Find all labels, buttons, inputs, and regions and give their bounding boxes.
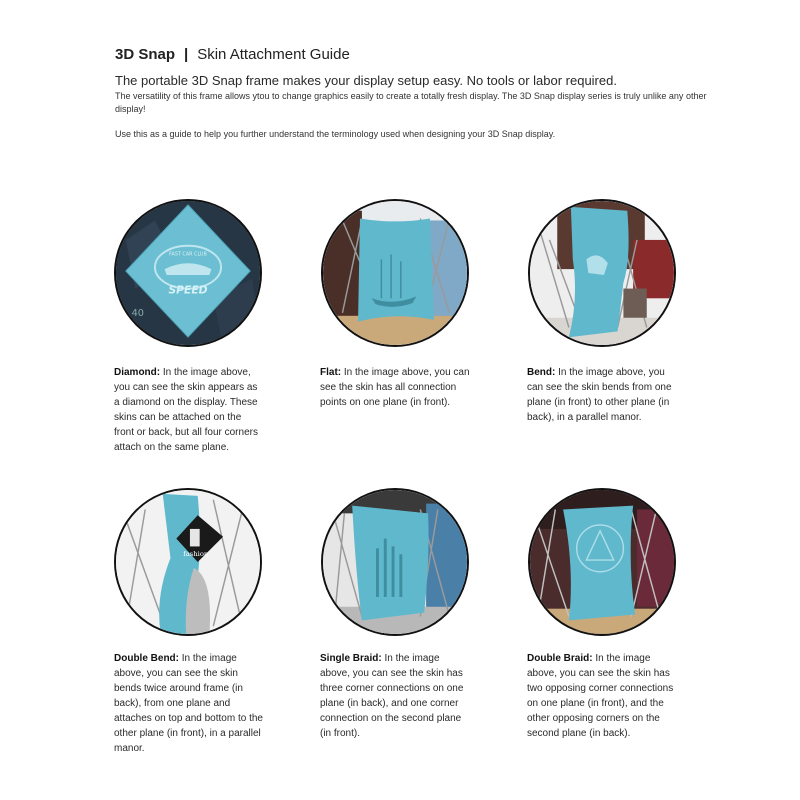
lead-sentence: The portable 3D Snap frame makes your display setup easy. No tools or labor required.	[115, 73, 617, 88]
page-header	[115, 46, 735, 141]
diamond-image	[116, 201, 260, 345]
bend-caption	[527, 365, 677, 425]
double-bend-description: In the image above, you can see the skin bends twice around frame (in back), from one plane and attaches on top and bottom to the other plane (in front), in a parallel manor.	[114, 653, 263, 754]
page-title	[115, 46, 735, 63]
double-bend-illustration	[114, 488, 262, 636]
flat-term: Flat:	[320, 367, 342, 378]
usage-note: Use this as a guide to help you further understand the terminology used when designing your 3D Snap display.	[115, 129, 556, 139]
bend-term: Bend:	[527, 367, 556, 378]
double-bend-caption	[114, 651, 264, 756]
double-braid-caption	[527, 651, 677, 741]
guide-subtitle: Skin Attachment Guide	[197, 46, 350, 63]
double-bend-term: Double Bend:	[114, 653, 179, 664]
single-braid-illustration	[321, 488, 469, 636]
graphic-fashion-text: fashion	[183, 550, 209, 559]
brand-title: 3D Snap	[115, 46, 176, 63]
graphic-club-text: FAST CAR CLUB	[169, 251, 207, 258]
bend-illustration	[528, 199, 676, 347]
single-braid-description: In the image above, you can see the skin has three corner connections on one plane (in back), and one corner connection on the second plane (in front).	[320, 653, 464, 739]
svg-text:40: 40	[131, 307, 144, 319]
diamond-illustration	[114, 199, 262, 347]
single-braid-term: Single Braid:	[320, 653, 382, 664]
single-braid-image	[323, 490, 467, 634]
graphic-speed-text: SPEED	[168, 283, 208, 297]
title-separator: |	[184, 46, 189, 63]
double-bend-image	[116, 490, 260, 634]
flat-image	[323, 201, 467, 345]
double-braid-illustration	[528, 488, 676, 636]
double-braid-image	[530, 490, 674, 634]
single-braid-caption	[320, 651, 470, 741]
bend-image	[530, 201, 674, 345]
diamond-description: In the image above, you can see the skin appears as a diamond on the display. These skins can be attached on the front or back, but all four corners attach on the same plane.	[114, 367, 258, 453]
double-braid-description: In the image above, you can see the skin has two opposing corner connections on one plane (in front), and the other opposing corners on the second plane (in back).	[527, 653, 674, 739]
diamond-term: Diamond:	[114, 367, 161, 378]
double-braid-term: Double Braid:	[527, 653, 593, 664]
intro-paragraph: The versatility of this frame allows ytou to change graphics easily to create a totally fresh display. The 3D Snap display series is truly unlike any other display!	[115, 91, 707, 114]
flat-description: In the image above, you can see the skin has all connection points on one plane (in front).	[320, 367, 470, 408]
bend-description: In the image above, you can see the skin bends from one plane (in front) to other plane (in back), in a parallel manor.	[527, 367, 672, 423]
flat-illustration	[321, 199, 469, 347]
flat-caption	[320, 365, 470, 410]
diamond-caption	[114, 365, 264, 455]
